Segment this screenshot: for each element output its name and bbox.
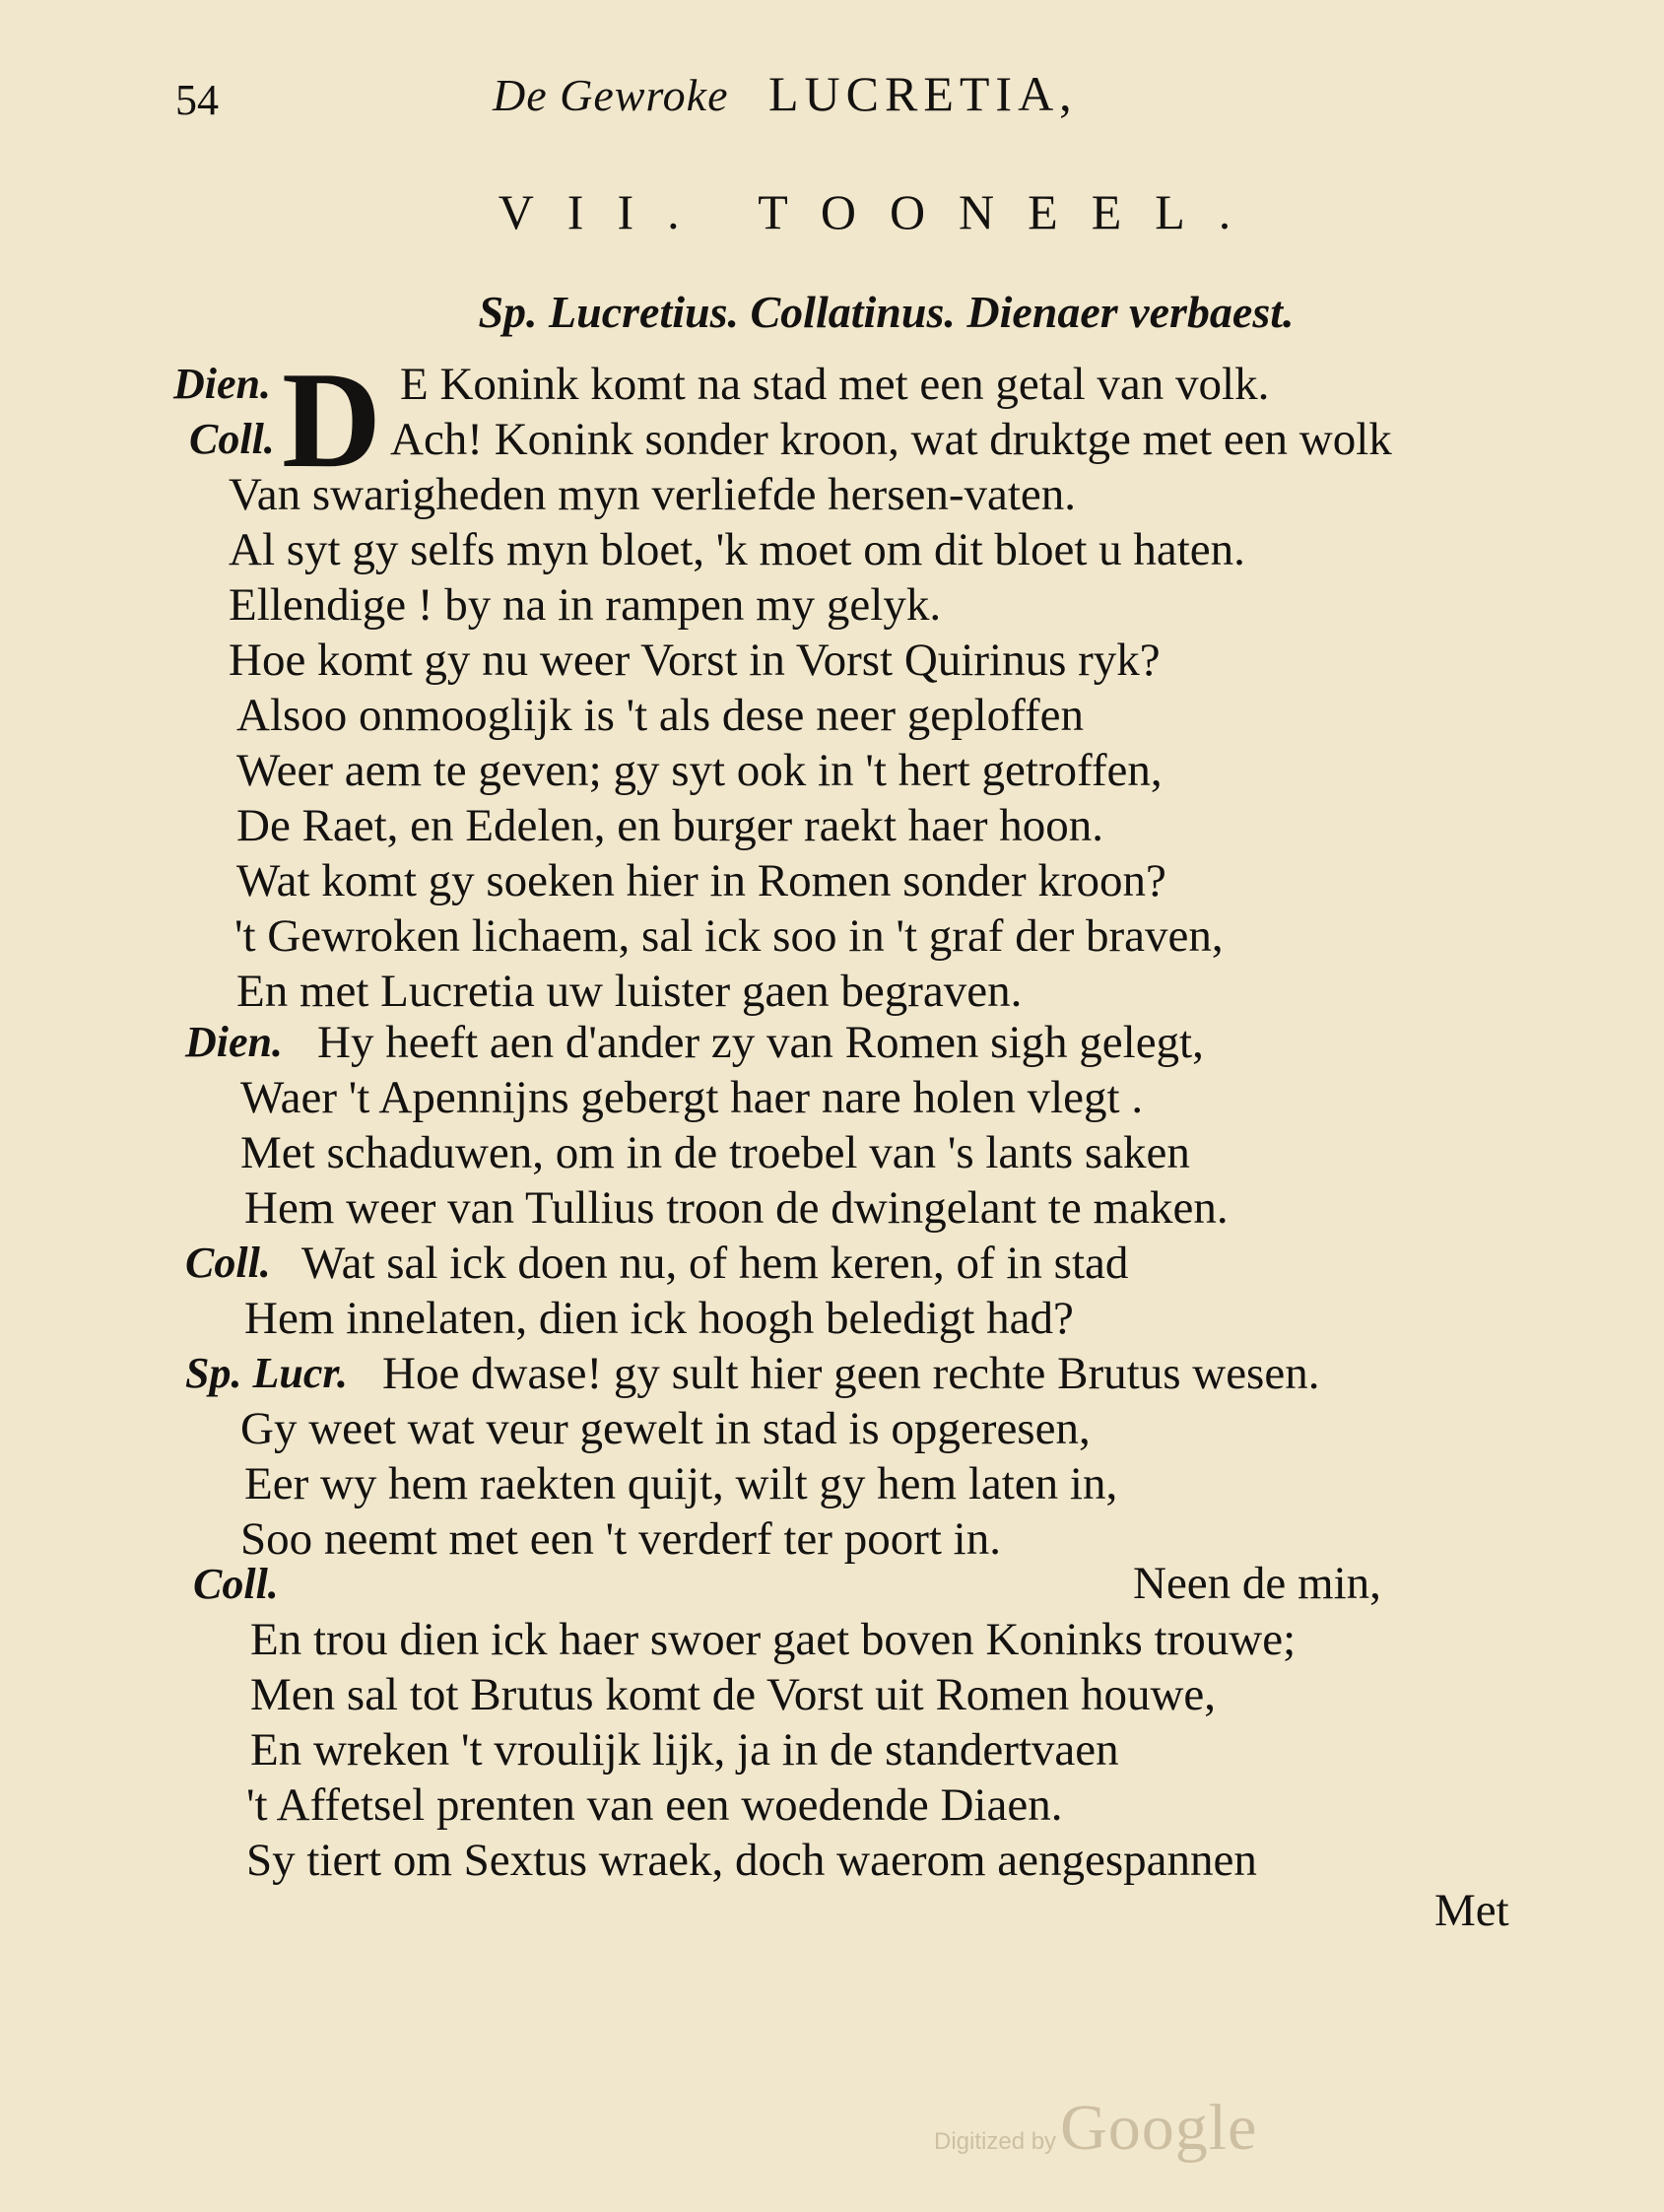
verse-line bbox=[244, 1456, 1117, 1511]
line-text: Met schaduwen, om in de troebel van 's lants saken bbox=[240, 1127, 1190, 1178]
line-text: Eer wy hem raekten quijt, wilt gy hem laten in, bbox=[244, 1458, 1118, 1509]
line-text: 't Gewroken lichaem, sal ick soo in 't graf der braven, bbox=[234, 910, 1224, 962]
drop-cap: D bbox=[282, 344, 382, 497]
verse-line bbox=[236, 853, 1166, 908]
watermark-prefix: Digitized by bbox=[934, 2128, 1057, 2155]
verse-line bbox=[246, 1777, 1062, 1833]
verse-line bbox=[250, 1667, 1216, 1722]
line-text: Men sal tot Brutus komt de Vorst uit Romen houwe, bbox=[250, 1669, 1217, 1720]
line-text: Sy tiert om Sextus wraek, doch waerom aengespannen bbox=[246, 1835, 1257, 1886]
running-title-caps: LUCRETIA, bbox=[767, 66, 1078, 121]
catchword: Met bbox=[1434, 1885, 1509, 1936]
speaker-label: Coll. bbox=[185, 1239, 271, 1287]
speaker-label: Dien. bbox=[173, 360, 271, 408]
line-text: Van swarigheden myn verliefde hersen-vaten. bbox=[229, 469, 1077, 520]
scene-heading: VII. TOONEEL. bbox=[498, 184, 1265, 239]
verse-line bbox=[229, 577, 941, 633]
line-text: 't Affetsel prenten van een woedende Diaen. bbox=[246, 1779, 1063, 1831]
running-title bbox=[493, 65, 1078, 122]
line-text: Waer 't Apennijns gebergt haer nare holen vlegt . bbox=[240, 1072, 1144, 1123]
line-text: Wat komt gy soeken hier in Romen sonder kroon? bbox=[236, 855, 1166, 906]
verse-line bbox=[236, 964, 1022, 1019]
line-text: Alsoo onmooglijk is 't als dese neer geploffen bbox=[236, 690, 1084, 741]
line-text: Ellendige ! by na in rampen my gelyk. bbox=[229, 579, 942, 631]
verse-line bbox=[236, 688, 1084, 743]
speaker-label: Sp. Lucr. bbox=[185, 1349, 349, 1397]
line-text: Soo neemt met een 't verderf ter poort in. bbox=[240, 1513, 1001, 1565]
line-text: Weer aem te geven; gy syt ook in 't hert getroffen, bbox=[236, 745, 1163, 796]
verse-line bbox=[240, 1401, 1091, 1456]
line-text: En wreken 't vroulijk lijk, ja in de standertvaen bbox=[250, 1724, 1119, 1776]
line-text: En trou dien ick haer swoer gaet boven Koninks trouwe; bbox=[250, 1614, 1297, 1665]
verse-line bbox=[229, 522, 1245, 577]
verse-line bbox=[229, 467, 1076, 522]
half-line: Neen de min, bbox=[1133, 1558, 1381, 1609]
verse-line bbox=[244, 1180, 1229, 1236]
verse-line bbox=[240, 1125, 1190, 1180]
verse-line bbox=[250, 1722, 1119, 1777]
line-text: Hem weer van Tullius troon de dwingelant te maken. bbox=[244, 1182, 1229, 1234]
google-watermark bbox=[934, 2091, 1257, 2166]
verse-line bbox=[246, 1833, 1257, 1888]
verse-line bbox=[236, 798, 1103, 853]
verse-line bbox=[250, 1612, 1296, 1667]
dramatis-personae: Sp. Lucretius. Collatinus. Dienaer verbaest. bbox=[478, 287, 1295, 337]
line-text: Hem innelaten, dien ick hoogh beledigt had? bbox=[244, 1293, 1074, 1344]
speaker-label: Coll. bbox=[189, 415, 275, 463]
line-text: Hoe komt gy nu weer Vorst in Vorst Quirinus ryk? bbox=[229, 635, 1161, 686]
verse-line bbox=[234, 908, 1224, 964]
verse-line bbox=[244, 1291, 1074, 1346]
verse-line bbox=[240, 1070, 1143, 1125]
verse-line bbox=[229, 633, 1161, 688]
line-text: Gy weet wat veur gewelt in stad is opgeresen, bbox=[240, 1403, 1091, 1454]
line-text: Hoe dwase! gy sult hier geen rechte Brutus wesen. bbox=[382, 1348, 1320, 1399]
watermark-logo: Google bbox=[1060, 2092, 1258, 2164]
running-title-italic: De Gewroke bbox=[493, 70, 729, 120]
verse-line bbox=[236, 743, 1163, 798]
line-text: Ach! Konink sonder kroon, wat druktge met een wolk bbox=[390, 414, 1392, 465]
line-text: Wat sal ick doen nu, of hem keren, of in stad bbox=[301, 1238, 1129, 1289]
running-header bbox=[0, 65, 1664, 134]
page-number: 54 bbox=[175, 76, 219, 124]
line-text: Hy heeft aen d'ander zy van Romen sigh gelegt, bbox=[317, 1017, 1204, 1068]
line-text: En met Lucretia uw luister gaen begraven. bbox=[236, 966, 1023, 1017]
speaker-label: Coll. bbox=[193, 1560, 279, 1608]
line-text: E Konink komt na stad met een getal van volk. bbox=[400, 359, 1270, 410]
verse-line bbox=[240, 1511, 1001, 1567]
line-text: Al syt gy selfs myn bloet, 'k moet om dit bloet u haten. bbox=[229, 524, 1245, 575]
line-text: De Raet, en Edelen, en burger raekt haer hoon. bbox=[236, 800, 1104, 851]
speaker-label: Dien. bbox=[185, 1018, 283, 1066]
